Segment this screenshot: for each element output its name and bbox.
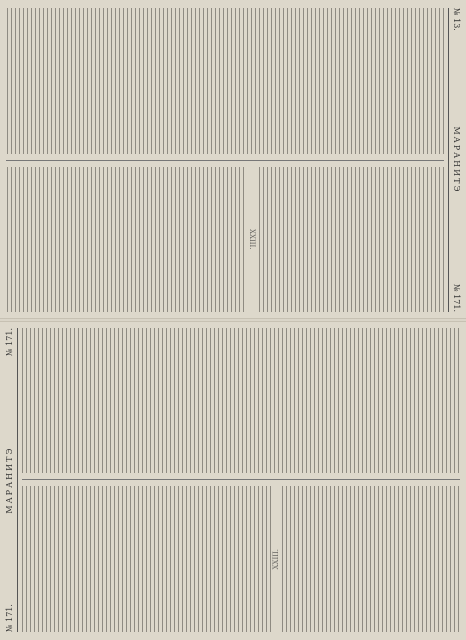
page-number-left: № 13. [452,8,461,31]
page-header [5,328,17,632]
text-column [22,487,460,633]
running-title: МАРАНИТЭ [5,446,14,514]
header-rule [448,8,449,312]
page-number-right: № 171. [5,328,14,356]
column-divider [6,160,444,161]
text-column [6,167,444,313]
header-rule [17,328,18,632]
page-number-left: № 171. [5,604,14,632]
text-columns [22,328,460,632]
text-column [22,328,460,474]
page-number-right: № 171. [452,284,461,312]
section-heading: XXIII. [272,487,281,633]
column-divider [22,480,460,481]
section-heading: XXIII. [247,167,256,313]
page-header [449,8,461,312]
text-columns [6,8,444,312]
text-column [6,8,444,154]
bottom-page [0,320,466,640]
running-title: МАРАНИТЭ [452,126,461,194]
